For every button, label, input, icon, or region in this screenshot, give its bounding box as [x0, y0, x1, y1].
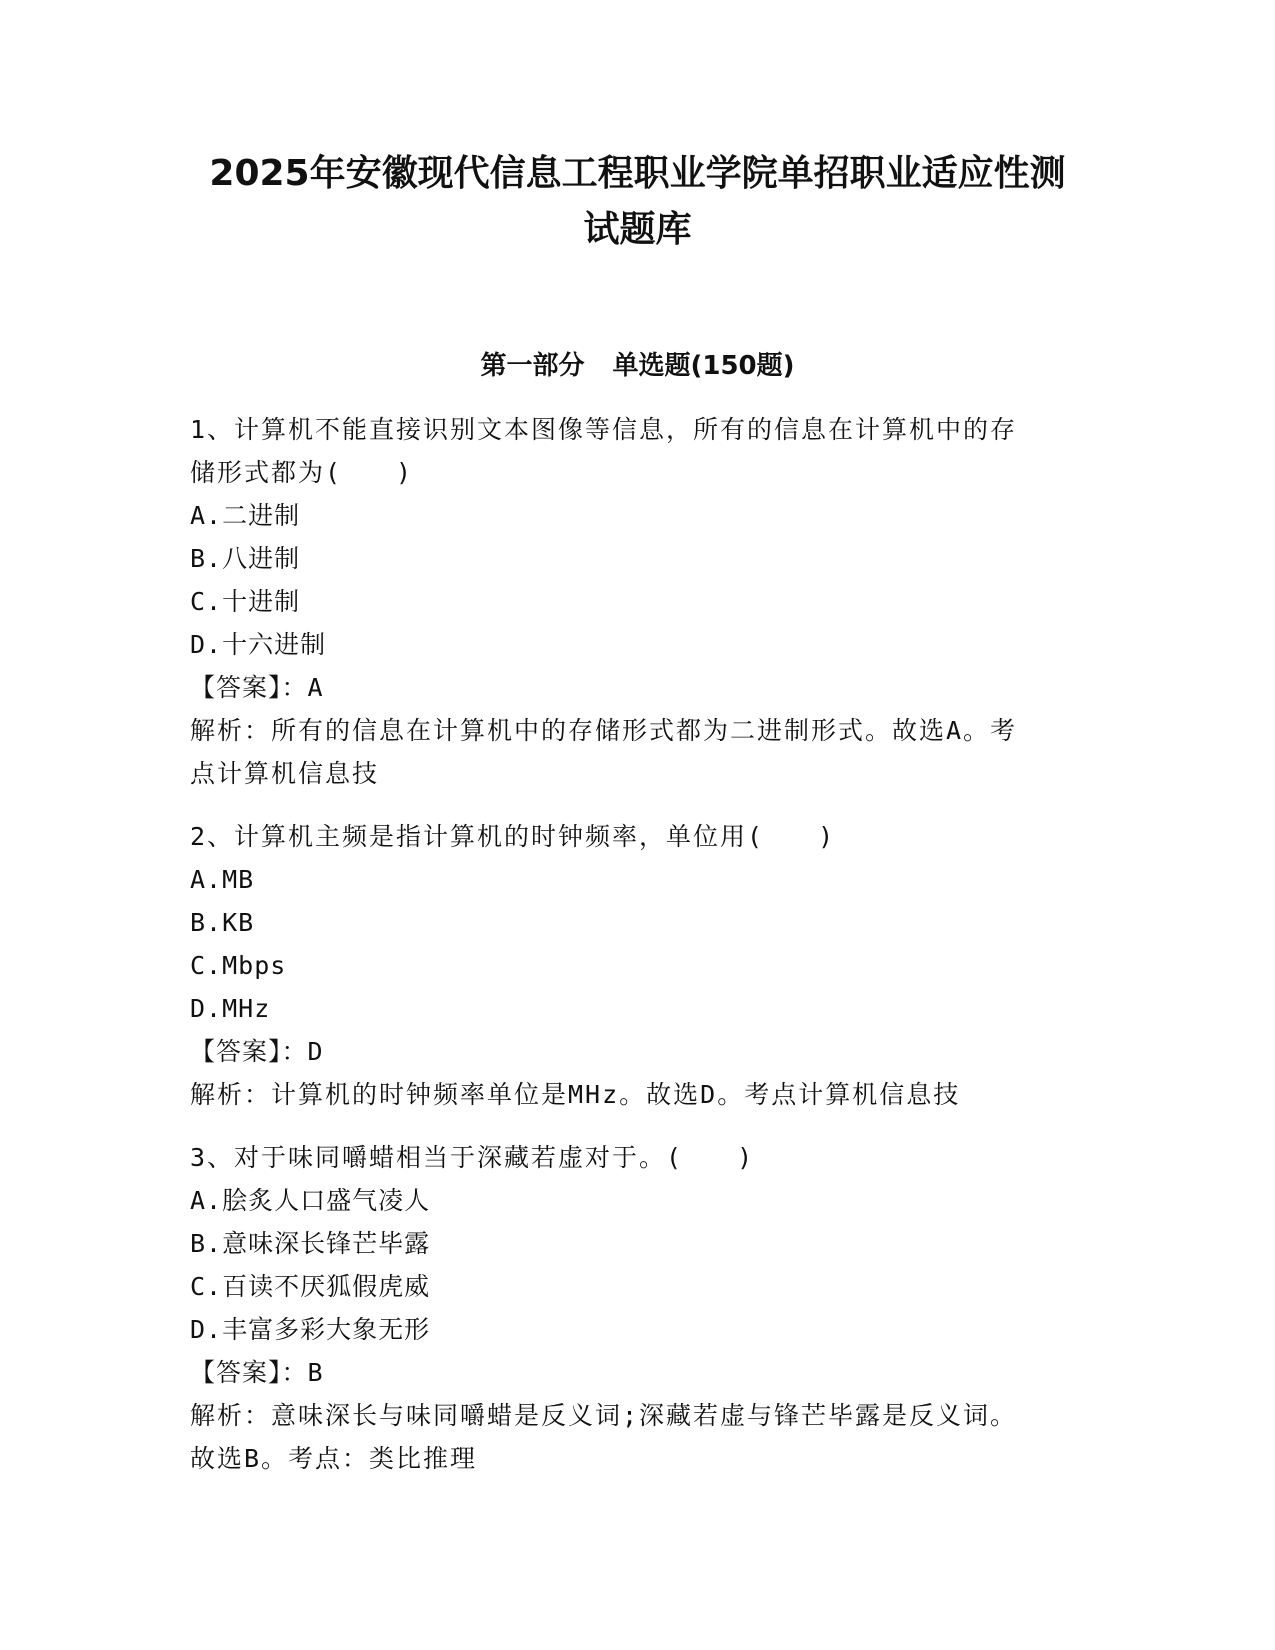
question-2-option-c: C.Mbps: [190, 951, 287, 980]
question-2-option-a: A.MB: [190, 865, 255, 894]
question-2-answer: 【答案】：D: [190, 1037, 324, 1066]
section-heading: [150, 346, 1125, 386]
document-title: [150, 146, 1125, 258]
question-1-stem-line-1: 1、计算机不能直接识别文本图像等信息，所有的信息在计算机中的存: [190, 415, 1018, 444]
question-1-explanation-line-2: 点计算机信息技: [190, 759, 380, 788]
document-title-line-1: 2025年安徽现代信息工程职业学院单招职业适应性测: [209, 153, 1066, 194]
question-2-option-b: B.KB: [190, 908, 255, 937]
question-1-option-a: A.二进制: [190, 501, 301, 530]
question-3-answer: 【答案】：B: [190, 1358, 324, 1387]
question-3-explanation-line-1: 解析：意味深长与味同嚼蜡是反义词;深藏若虚与锋芒毕露是反义词。: [190, 1401, 1018, 1430]
question-3: [190, 1136, 1090, 1480]
question-3-option-d: D.丰富多彩大象无形: [190, 1315, 431, 1344]
question-3-option-c: C.百读不厌狐假虎威: [190, 1272, 431, 1301]
question-2-stem-line-1: 2、计算机主频是指计算机的时钟频率，单位用( ): [190, 822, 836, 851]
document-title-line-2: 试题库: [583, 209, 692, 250]
question-1: [190, 408, 1090, 795]
question-1-option-c: C.十进制: [190, 587, 301, 616]
question-1-stem-line-2: 储形式都为( ): [190, 458, 414, 487]
question-3-stem-line-1: 3、对于味同嚼蜡相当于深藏若虚对于。( ): [190, 1143, 755, 1172]
question-1-option-d: D.十六进制: [190, 630, 327, 659]
question-1-option-b: B.八进制: [190, 544, 301, 573]
question-1-explanation-line-1: 解析：所有的信息在计算机中的存储形式都为二进制形式。故选A。考: [190, 716, 1018, 745]
question-2: [190, 815, 1090, 1116]
question-list: [190, 408, 1090, 1500]
question-2-option-d: D.MHz: [190, 994, 271, 1023]
question-3-explanation-line-2: 故选B。考点：类比推理: [190, 1444, 478, 1473]
question-2-explanation-line-1: 解析：计算机的时钟频率单位是MHz。故选D。考点计算机信息技: [190, 1080, 961, 1109]
section-type-label: 单选题(150题): [612, 351, 795, 381]
section-part-label: 第一部分: [480, 351, 585, 381]
question-3-option-b: B.意味深长锋芒毕露: [190, 1229, 431, 1258]
question-1-answer: 【答案】：A: [190, 673, 324, 702]
question-3-option-a: A.脍炙人口盛气凌人: [190, 1186, 431, 1215]
